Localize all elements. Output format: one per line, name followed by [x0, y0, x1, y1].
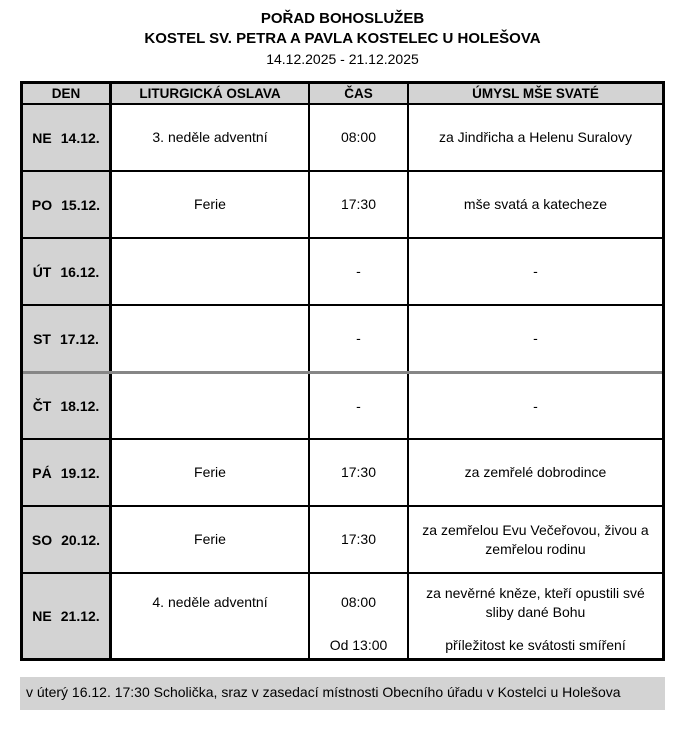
celebration-cell	[112, 574, 310, 658]
time-text: 08:00	[340, 129, 377, 145]
time-cell	[310, 374, 409, 438]
day-date: 19.12.	[60, 464, 100, 481]
time-cell	[310, 440, 409, 505]
celebration-text: 4. neděle adventní	[152, 594, 268, 610]
time-cell	[310, 507, 409, 572]
document-header	[0, 0, 685, 69]
celebration-cell	[112, 306, 310, 371]
table-row	[23, 103, 662, 170]
day-date: 14.12.	[60, 129, 100, 146]
intention-cell	[409, 306, 662, 371]
intention-text: -	[533, 397, 538, 414]
celebration-cell	[112, 440, 310, 505]
day-cell	[23, 172, 112, 237]
day-cell	[23, 374, 112, 438]
time-text: 17:30	[340, 531, 377, 547]
time-text: -	[356, 330, 361, 346]
day-date: 17.12.	[59, 330, 99, 347]
day-date: 15.12.	[61, 196, 101, 213]
intention-text: za Jindřicha a Helenu Suralovy	[439, 129, 632, 145]
table-header-row	[23, 84, 662, 103]
column-header-umysl-mse-svate: ÚMYSL MŠE SVATÉ	[472, 86, 599, 101]
celebration-cell	[112, 172, 310, 237]
intention-cell	[409, 239, 662, 304]
table-row	[23, 505, 662, 572]
table-row	[23, 237, 662, 304]
day-date: 20.12.	[61, 531, 101, 548]
page-title: POŘAD BOHOSLUŽEB	[260, 10, 425, 27]
day-abbr: PÁ	[32, 464, 52, 481]
date-range: 14.12.2025 - 21.12.2025	[266, 51, 419, 67]
time-text: -	[356, 263, 361, 279]
celebration-text: Ferie	[194, 531, 226, 547]
day-abbr: PO	[31, 196, 53, 213]
celebration-cell	[112, 105, 310, 170]
column-header-den: DEN	[23, 84, 112, 103]
celebration-text: Ferie	[194, 196, 226, 212]
day-cell	[23, 574, 112, 658]
table-row	[23, 438, 662, 505]
table-row	[23, 304, 662, 371]
intention-cell	[409, 440, 662, 505]
time-cell	[310, 306, 409, 371]
intention-text: mše svatá a katecheze	[463, 196, 608, 212]
day-date: 18.12.	[60, 398, 100, 414]
celebration-text: 3. neděle adventní	[152, 129, 268, 145]
time-text: 08:00	[340, 594, 377, 610]
page-subtitle: KOSTEL SV. PETRA A PAVLA KOSTELEC U HOLEŠOVA	[144, 30, 541, 47]
intention-cell	[409, 374, 662, 438]
day-cell	[23, 507, 112, 572]
day-abbr: ČT	[32, 398, 52, 414]
table-row	[23, 371, 662, 438]
intention-text: za nevěrné kněze, kteří opustili své sliby dané Bohu	[426, 584, 645, 620]
day-abbr: NE	[32, 608, 52, 624]
intention-text: za zemřelou Evu Večeřovou, živou a zemřelou rodinu	[422, 521, 649, 557]
time-cell	[310, 239, 409, 304]
celebration-cell	[112, 374, 310, 438]
time-text: 17:30	[340, 196, 377, 212]
table-row	[23, 170, 662, 237]
column-header-cas: ČAS	[310, 84, 409, 103]
intention-text: -	[533, 330, 538, 346]
celebration-text	[112, 306, 308, 371]
table-row	[23, 572, 662, 658]
day-cell	[23, 306, 112, 371]
time-text: 17:30	[340, 464, 377, 480]
celebration-text	[112, 374, 308, 438]
celebration-cell	[112, 507, 310, 572]
day-abbr: ST	[33, 330, 51, 347]
day-abbr: NE	[32, 129, 52, 146]
intention-cell	[409, 507, 662, 572]
celebration-cell	[112, 239, 310, 304]
time-cell	[310, 172, 409, 237]
column-header-liturgicka-oslava: LITURGICKÁ OSLAVA	[112, 84, 310, 103]
day-date: 21.12.	[60, 608, 100, 624]
intention-cell	[409, 574, 662, 658]
intention-text-2: příležitost ke svátosti smíření	[445, 636, 626, 653]
day-cell	[23, 105, 112, 170]
day-date: 16.12.	[60, 263, 100, 280]
footer-note: v úterý 16.12. 17:30 Scholička, sraz v zasedací místnosti Obecního úřadu v Kostelci u Holešova	[20, 677, 665, 710]
celebration-text	[112, 239, 308, 304]
day-abbr: SO	[31, 531, 53, 548]
time-cell	[310, 105, 409, 170]
time-text: -	[356, 397, 361, 414]
day-cell	[23, 440, 112, 505]
time-cell	[310, 574, 409, 658]
time-text-2: Od 13:00	[329, 636, 388, 653]
intention-cell	[409, 172, 662, 237]
intention-text: -	[533, 263, 538, 279]
celebration-text: Ferie	[194, 464, 226, 480]
intention-text: za zemřelé dobrodince	[464, 464, 607, 480]
celebration-text-2	[112, 631, 308, 658]
schedule-table	[20, 81, 665, 661]
intention-cell	[409, 105, 662, 170]
day-cell	[23, 239, 112, 304]
day-abbr: ÚT	[32, 263, 52, 280]
table-body	[23, 103, 662, 658]
